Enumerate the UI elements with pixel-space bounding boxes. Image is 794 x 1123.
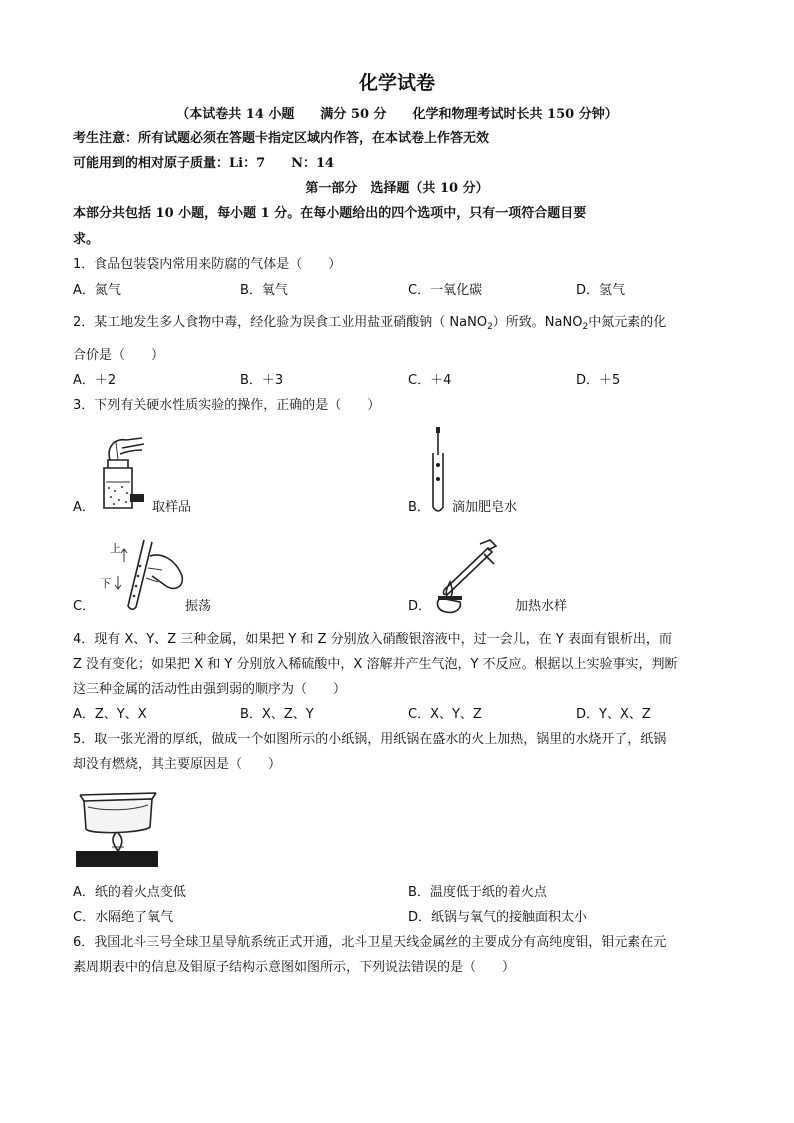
- atomic-mass-info: 可能用到的相对原子质量：Li：7 N：14: [73, 156, 335, 171]
- q2-stem-part1: 2．某工地发生多人食物中毒，经化验为误食工业用盐亚硝酸钠（ NaNO: [73, 315, 488, 330]
- question-4-stem-cont: Z 没有变化；如果把 X 和 Y 分别放入稀硫酸中，X 溶解并产生气泡，Y 不反应。根据以上实验事实，判断: [73, 657, 678, 672]
- candidate-notice: 考生注意：所有试题必须在答题卡指定区域内作答，在本试卷上作答无效: [73, 131, 490, 146]
- q2-option-a[interactable]: A．＋2: [73, 373, 117, 388]
- q2-option-c[interactable]: C．＋4: [408, 373, 452, 388]
- question-3-stem: 3．下列有关硬水性质实验的操作，正确的是（ ）: [73, 398, 381, 413]
- sample-bottle-illustration: [92, 430, 154, 514]
- q1-option-a[interactable]: A．氮气: [73, 283, 121, 298]
- q3-option-a-caption: 取样品: [152, 500, 192, 515]
- question-4-stem-end: 这三种金属的活动性由强到弱的顺序为（ ）: [73, 682, 347, 697]
- q2-subscript-1: 2: [487, 322, 493, 332]
- q3-option-d-letter[interactable]: D．: [408, 599, 432, 614]
- q3-option-b-letter[interactable]: B．: [408, 500, 430, 515]
- question-2-stem-cont: 合价是（ ）: [73, 348, 165, 363]
- q3-option-a-letter[interactable]: A．: [73, 500, 95, 515]
- q2-option-d[interactable]: D．＋5: [576, 373, 621, 388]
- part1-description-cont: 求。: [73, 232, 100, 247]
- label-down: 下: [100, 577, 111, 590]
- q2-subscript-2: 2: [582, 322, 589, 332]
- exam-info: （本试卷共 14 小题 满分 50 分 化学和物理考试时长共 150 分钟）: [176, 107, 618, 122]
- q4-option-d[interactable]: D．Y、X、Z: [576, 707, 651, 722]
- part1-title: 第一部分 选择题（共 10 分）: [305, 181, 489, 196]
- q5-option-b[interactable]: B．温度低于纸的着火点: [408, 885, 547, 900]
- q1-option-d[interactable]: D．氢气: [576, 283, 626, 298]
- q1-option-b[interactable]: B．氧气: [240, 283, 288, 298]
- question-5-stem: 5．取一张光滑的厚纸，做成一个如图所示的小纸锅，用纸锅在盛水的火上加热，锅里的水烧开了，纸锅: [73, 732, 667, 747]
- q4-option-c[interactable]: C．X、Y、Z: [408, 707, 482, 722]
- question-4-stem: 4．现有 X、Y、Z 三种金属，如果把 Y 和 Z 分别放入硝酸银溶液中，过一会儿，在 Y 表面有银析出，而: [73, 632, 672, 647]
- paper-pot-illustration: [74, 787, 160, 869]
- q2-stem-part3: 中氮元素的化: [588, 315, 667, 330]
- q4-option-b[interactable]: B．X、Z、Y: [240, 707, 314, 722]
- label-up: 上: [110, 542, 121, 555]
- q5-option-a[interactable]: A．纸的着火点变低: [73, 885, 186, 900]
- question-6-stem-cont: 素周期表中的信息及钼原子结构示意图如图所示，下列说法错误的是（ ）: [73, 960, 516, 975]
- q4-option-a[interactable]: A．Z、Y、X: [73, 707, 147, 722]
- dropper-test-tube-illustration: [426, 425, 452, 517]
- question-2-stem: [73, 315, 666, 331]
- part1-description: 本部分共包括 10 小题，每小题 1 分。在每小题给出的四个选项中，只有一项符合题目要: [73, 206, 587, 221]
- q3-option-b-caption: 滴加肥皂水: [452, 500, 518, 515]
- q3-option-c-caption: 振荡: [185, 599, 212, 614]
- q5-option-d[interactable]: D．纸锅与氧气的接触面积太小: [408, 910, 588, 925]
- question-5-stem-cont: 却没有燃烧，其主要原因是（ ）: [73, 757, 282, 772]
- q1-option-c[interactable]: C．一氧化碳: [408, 283, 483, 298]
- q3-option-d-caption: 加热水样: [515, 599, 568, 614]
- q3-option-c-letter[interactable]: C．: [73, 599, 96, 614]
- heating-test-tube-illustration: [430, 540, 510, 614]
- question-6-stem: 6．我国北斗三号全球卫星导航系统正式开通，北斗卫星天线金属丝的主要成分有高纯度钼，钼元素在元: [73, 935, 667, 950]
- q5-option-c[interactable]: C．水隔绝了氧气: [73, 910, 174, 925]
- q2-option-b[interactable]: B．＋3: [240, 373, 284, 388]
- page-title: 化学试卷: [358, 72, 435, 94]
- q2-stem-part2: ）所致。NaNO: [492, 315, 583, 330]
- shaking-test-tube-illustration: [96, 536, 188, 616]
- question-1-stem: 1．食品包装袋内常用来防腐的气体是（ ）: [73, 257, 342, 272]
